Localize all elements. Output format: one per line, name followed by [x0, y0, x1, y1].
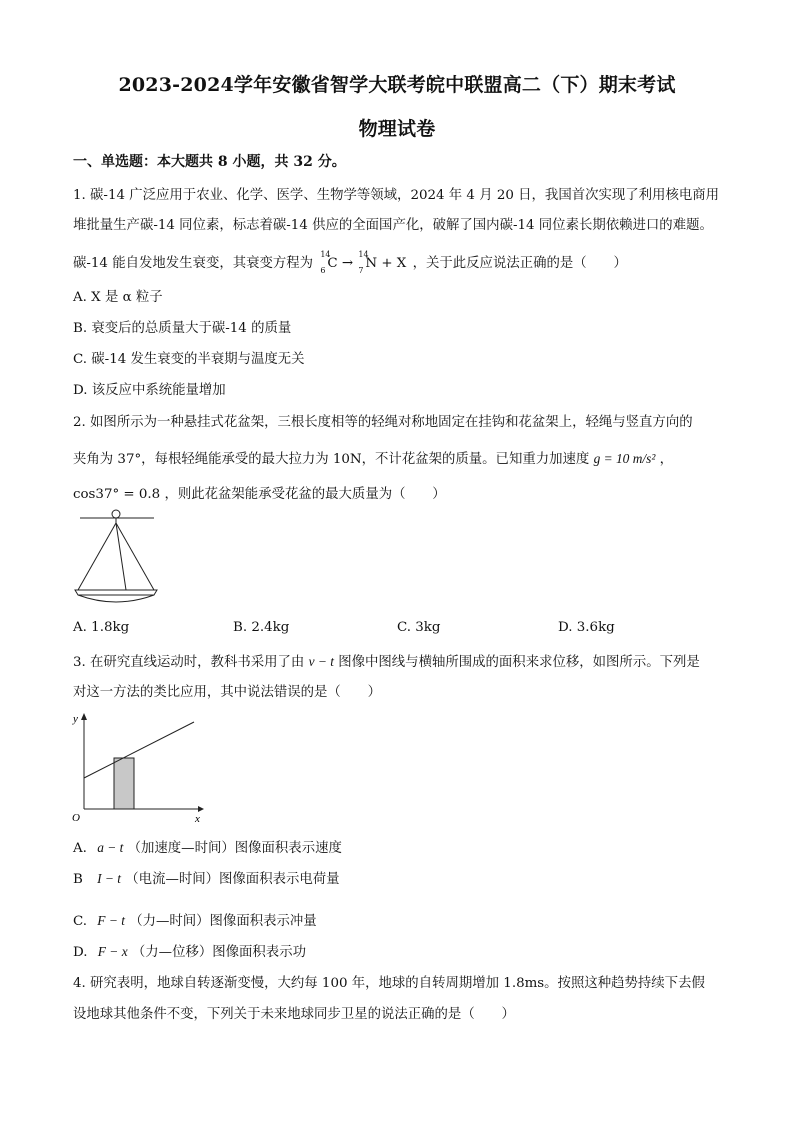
q3-line1-post: 图像中图线与横轴所围成的面积来求位移，如图所示。下列是 — [338, 655, 700, 670]
q3-vt-eq: v − t — [308, 654, 334, 669]
q3-option-c-text: （力—时间）图像面积表示冲量 — [129, 914, 317, 929]
rope-middle — [116, 523, 126, 590]
carbon-nuclide — [320, 250, 338, 275]
nitrogen-rest: N + X — [365, 256, 407, 271]
q2-line3 — [73, 483, 446, 502]
q3-option-d — [73, 941, 306, 960]
q3-option-b-text: （电流—时间）图像面积表示电荷量 — [125, 872, 340, 887]
exam-title: 2023-2024学年安徽省智学大联考皖中联盟高二（下）期末考试 — [118, 74, 676, 96]
q2-line2-pre: 夹角为 37°，每根轻绳能承受的最大拉力为 10N，不计花盆架的质量。已知重力加速度 — [73, 452, 590, 467]
rope-right — [116, 523, 154, 590]
carbon-mass-number: 14 — [320, 250, 331, 259]
q3-option-c — [73, 910, 317, 929]
decay-equation — [320, 250, 408, 275]
q2-line2 — [73, 448, 673, 467]
q3-option-c-letter: C. — [73, 914, 88, 929]
flowerpot-tray — [75, 590, 157, 602]
q3-option-c-eq: F − t — [97, 913, 125, 928]
q2-line1: 2. 如图所示为一种悬挂式花盆架，三根长度相等的轻绳对称地固定在挂钩和花盆架上，轻绳与竖直方向的 — [73, 415, 693, 430]
q3-line1-pre: 3. 在研究直线运动时，教科书采用了由 — [73, 655, 305, 670]
q2-option-d: D. 3.6kg — [558, 620, 615, 635]
q3-option-a-text: （加速度—时间）图像面积表示速度 — [127, 841, 342, 856]
q2-line3-post: ，则此花盆架能承受花盆的最大质量为（ ） — [164, 487, 446, 502]
q1-line1: 1. 碳-14 广泛应用于农业、化学、医学、生物学等领域，2024 年 4 月 20 日，我国首次实现了利用核电商用 — [73, 188, 720, 203]
shaded-strip — [114, 758, 134, 809]
nitrogen-mass-number: 14 — [358, 250, 369, 259]
q2-line2-post: ， — [659, 452, 674, 467]
q1-option-d: D. 该反应中系统能量增加 — [73, 383, 226, 398]
q2-option-b: B. 2.4kg — [233, 620, 290, 635]
q1-line3 — [73, 250, 627, 275]
carbon-symbol: C — [327, 256, 338, 271]
q3-option-b — [73, 868, 340, 887]
nitrogen-atomic-number: 7 — [358, 266, 364, 275]
q3-option-d-letter: D. — [73, 945, 88, 960]
q3-line2: 对这一方法的类比应用，其中说法错误的是（ ） — [73, 685, 381, 700]
carbon-atomic-number: 6 — [320, 266, 326, 275]
origin-label: O — [72, 812, 80, 824]
hook-ring — [112, 510, 120, 518]
y-axis-arrow — [81, 713, 87, 720]
q3-option-d-text: （力—位移）图像面积表示功 — [131, 945, 306, 960]
flowerpot-hanger-figure — [70, 508, 165, 610]
graph-line — [84, 722, 194, 778]
vt-area-graph — [68, 708, 208, 826]
y-axis-label: y — [73, 713, 78, 725]
section-heading: 一、单选题：本大题共 8 小题，共 32 分。 — [73, 154, 346, 170]
q2-gravity-eq: g = 10 m/s² — [593, 451, 656, 466]
x-axis-label: x — [195, 813, 200, 825]
x-axis-arrow — [198, 806, 204, 812]
q1-line3-post: ，关于此反应说法正确的是（ ） — [412, 256, 627, 271]
q3-option-d-eq: F − x — [97, 944, 128, 959]
q1-line2: 堆批量生产碳-14 同位素，标志着碳-14 供应的全面国产化，破解了国内碳-14 同位素长期依赖进口的难题。 — [73, 218, 713, 233]
q4-line2: 设地球其他条件不变，下列关于未来地球同步卫星的说法正确的是（ ） — [73, 1007, 515, 1022]
q3-option-a — [73, 837, 342, 856]
q3-option-b-letter: B — [73, 872, 83, 887]
q3-option-a-eq: a − t — [97, 840, 124, 855]
q2-cos-eq: cos37° = 0.8 — [73, 487, 161, 502]
q2-option-a: A. 1.8kg — [73, 620, 130, 635]
arrow-symbol: → — [341, 256, 354, 271]
q1-option-c: C. 碳-14 发生衰变的半衰期与温度无关 — [73, 352, 305, 367]
q3-option-b-eq: I − t — [97, 871, 122, 886]
q4-line1: 4. 研究表明，地球自转逐渐变慢，大约每 100 年，地球的自转周期增加 1.8ms。按照这种趋势持续下去假 — [73, 976, 705, 991]
q1-line3-pre: 碳-14 能自发地发生衰变，其衰变方程为 — [73, 256, 314, 271]
nitrogen-nuclide — [358, 250, 407, 275]
exam-subtitle: 物理试卷 — [358, 118, 436, 140]
q2-option-c: C. 3kg — [397, 620, 441, 635]
q3-line1 — [73, 651, 700, 670]
q1-option-a: A. X 是 α 粒子 — [73, 290, 163, 305]
q1-option-b: B. 衰变后的总质量大于碳-14 的质量 — [73, 321, 292, 336]
rope-left — [78, 523, 116, 590]
q3-option-a-letter: A. — [73, 841, 87, 856]
